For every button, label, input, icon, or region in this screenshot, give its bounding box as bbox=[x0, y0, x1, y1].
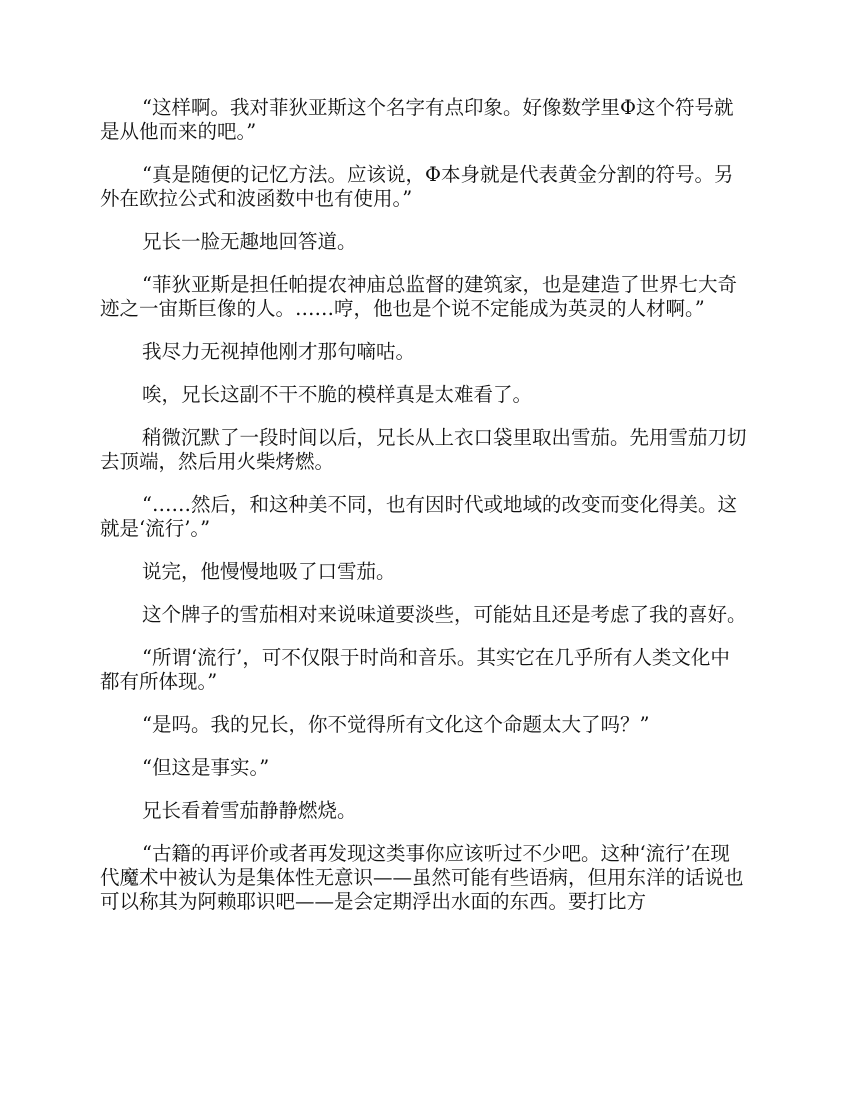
paragraph: 我尽力无视掉他刚才那句嘀咕。 bbox=[142, 340, 416, 363]
paragraph: 兄长一脸无趣地回答道。 bbox=[142, 230, 357, 253]
paragraph: “古籍的再评价或者再发现这类事你应该听过不少吧。这种‘流行’在现代魔术中被认为是集体性无意识——虽然可能有些语病，但用东洋的话说也可以称其为阿赖耶识吧——是会定期浮出水面的东西。要打比方 bbox=[100, 842, 744, 913]
paragraph: 唉，兄长这副不干不脆的模样真是太难看了。 bbox=[142, 383, 533, 406]
document-page bbox=[100, 96, 748, 933]
paragraph: 兄长看着雪茄静静燃烧。 bbox=[142, 799, 357, 822]
paragraph: “真是随便的记忆方法。应该说，Φ本身就是代表黄金分割的符号。另外在欧拉公式和波函数中也有使用。” bbox=[100, 163, 734, 210]
paragraph: 这个牌子的雪茄相对来说味道要淡些，可能姑且还是考虑了我的喜好。 bbox=[142, 603, 747, 626]
paragraph: “是吗。我的兄长，你不觉得所有文化这个命题太大了吗？” bbox=[142, 713, 650, 736]
paragraph: 说完，他慢慢地吸了口雪茄。 bbox=[142, 560, 396, 583]
paragraph: 稍微沉默了一段时间以后，兄长从上衣口袋里取出雪茄。先用雪茄刀切去顶端，然后用火柴烤燃。 bbox=[100, 426, 747, 473]
paragraph: “菲狄亚斯是担任帕提农神庙总监督的建筑家，也是建造了世界七大奇迹之一宙斯巨像的人。……哼，他也是个说不定能成为英灵的人材啊。” bbox=[100, 273, 737, 320]
paragraph: “这样啊。我对菲狄亚斯这个名字有点印象。好像数学里Φ这个符号就是从他而来的吧。” bbox=[100, 96, 734, 143]
paragraph: “……然后，和这种美不同，也有因时代或地域的改变而变化得美。这就是‘流行’。” bbox=[100, 493, 737, 540]
paragraph: “但这是事实。” bbox=[142, 756, 270, 779]
paragraph: “所谓‘流行’，可不仅限于时尚和音乐。其实它在几乎所有人类文化中都有所体现。” bbox=[100, 646, 730, 693]
